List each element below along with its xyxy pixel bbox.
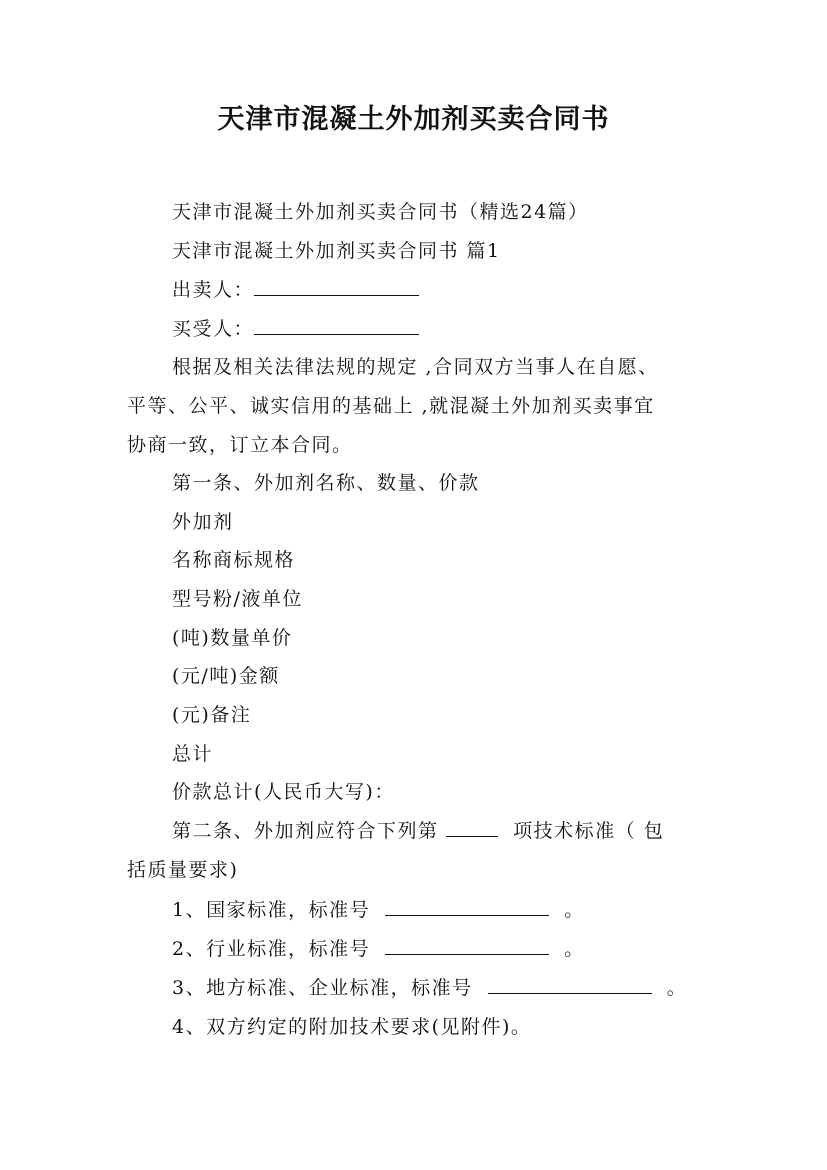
- standard-industry-label: 2、行业标准，标准号: [172, 938, 371, 960]
- total-price-line: 价款总计(人民币大写)：: [172, 781, 395, 803]
- standard-local-label: 3、地方标准、企业标准，标准号: [172, 977, 473, 999]
- seller-blank: [254, 277, 419, 296]
- article-2-line: [172, 817, 664, 845]
- standard-local-line: [172, 974, 687, 1002]
- field-remarks: (元)备注: [172, 704, 252, 726]
- standard-national-label: 1、国家标准，标准号: [172, 899, 371, 921]
- seller-line: [172, 276, 419, 304]
- buyer-label: 买受人：: [172, 318, 255, 340]
- field-name-spec: 名称商标规格: [172, 549, 296, 571]
- article-2-text-a: 第二条、外加剂应符合下列第: [172, 820, 439, 842]
- field-amount: (元/吨)金额: [172, 665, 280, 687]
- field-model-unit: 型号粉/液单位: [172, 588, 303, 610]
- document-title: 天津市混凝土外加剂买卖合同书: [217, 104, 610, 135]
- field-qty-price: (吨)数量单价: [172, 627, 293, 649]
- standard-local-end: 。: [666, 977, 688, 999]
- standard-national-blank: [385, 897, 549, 916]
- buyer-blank: [254, 316, 419, 335]
- standard-industry-line: [172, 935, 585, 963]
- standard-industry-end: 。: [564, 938, 585, 960]
- seller-label: 出卖人：: [172, 279, 255, 301]
- total-label: 总计: [172, 743, 214, 765]
- standard-national-line: [172, 896, 585, 924]
- article-2-text-b: 项技术标准（ 包: [513, 820, 665, 842]
- buyer-line: [172, 315, 419, 343]
- article-2-continued: 括质量要求): [127, 859, 239, 881]
- standard-industry-blank: [385, 936, 549, 955]
- field-additive: 外加剂: [172, 511, 234, 533]
- standard-local-blank: [488, 975, 652, 994]
- intro-line-3: 协商一致，订立本合同。: [127, 434, 353, 456]
- subtitle-line: 天津市混凝土外加剂买卖合同书（精选24篇）: [172, 201, 589, 223]
- intro-line-2: 平等、公平、诚实信用的基础上 ,就混凝土外加剂买卖事宜: [127, 395, 655, 417]
- standard-additional-line: 4、双方约定的附加技术要求(见附件)。: [172, 1016, 532, 1038]
- article-2-blank: [446, 818, 498, 837]
- standard-national-end: 。: [564, 899, 585, 921]
- intro-line-1: 根据及相关法律法规的规定 ,合同双方当事人在自愿、: [172, 356, 659, 378]
- chapter-heading: 天津市混凝土外加剂买卖合同书 篇1: [172, 240, 501, 262]
- article-1-heading: 第一条、外加剂名称、数量、价款: [172, 472, 480, 494]
